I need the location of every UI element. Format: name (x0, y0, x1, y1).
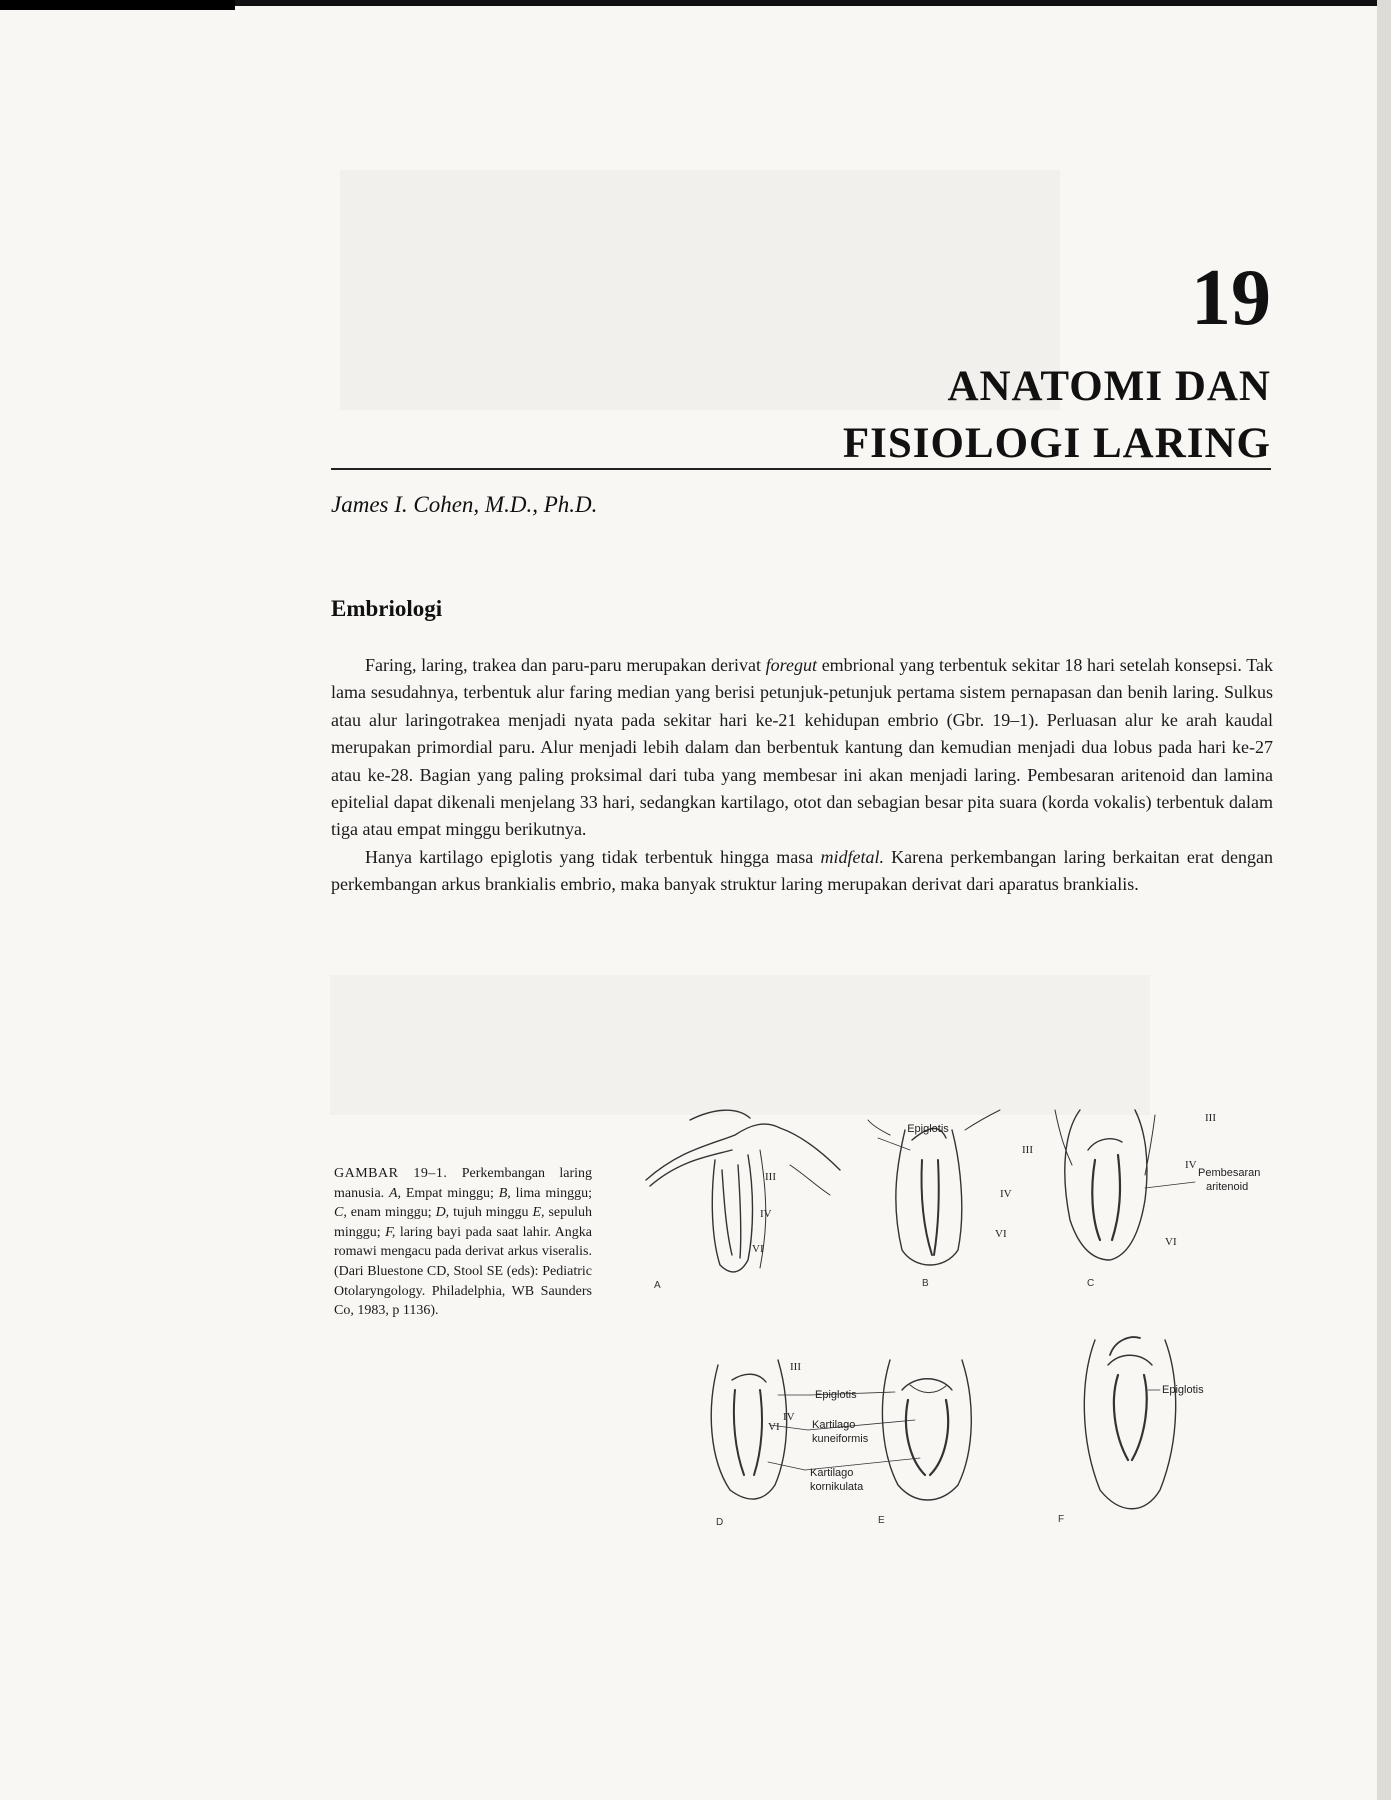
caption-text: Empat minggu; (401, 1185, 499, 1201)
roman-iv-c: IV (1185, 1159, 1197, 1171)
leader-line (1145, 1182, 1195, 1188)
caption-text: lima minggu; (510, 1185, 592, 1201)
label-pembesaran: Pembesaran (1198, 1167, 1261, 1179)
label-epiglotis-f: Epiglotis (1162, 1384, 1204, 1396)
roman-iii-a: III (765, 1171, 776, 1183)
leader-line (768, 1462, 805, 1470)
label-kornikulata: kornikulata (810, 1481, 864, 1493)
caption-letter: E, (532, 1205, 545, 1221)
label-kartilago-kun: Kartilago (812, 1419, 856, 1431)
caption-letter: D, (435, 1205, 450, 1221)
caption-label: GAMBAR 19–1. (334, 1166, 448, 1181)
p1-text-b: embrional yang terbentuk sekitar 18 hari setelah konsepsi. Tak lama sesudahnya, terbentuk alur faring median yang berisi petunjuk-petunjuk pertama sistem pernapasan dan benih laring. Sulkus atau alur laringotrakea menjadi nyata pada sekitar hari ke-21 kehidupan embrio (Gbr. 19–1). Perluasan alur ke arah kaudal merupakan primordial paru. Alur menjadi lebih dalam dan berbentuk kantung dan kemudian menjadi dua lobus pada hari ke-27 atau ke-28. Bagian yang paling proksimal dari tuba yang membesar ini akan menjadi laring. Pembesaran aritenoid dan lamina epitelial dapat dikenali menjelang 33 hari, sedangkan kartilago, otot dan sebagian besar pita suara (korda vokalis) terbentuk dalam tiga atau empat minggu berikutnya. (331, 655, 1273, 840)
roman-iii-b: III (1022, 1144, 1033, 1156)
panel-label-b: B (922, 1278, 929, 1289)
larynx-development-figure (640, 1090, 1280, 1560)
label-kuneiformis: kuneiformis (812, 1433, 869, 1445)
panel-label-c: C (1087, 1278, 1095, 1289)
label-kartilago-korn: Kartilago (810, 1467, 854, 1479)
caption-letter: C, (334, 1205, 347, 1221)
caption-text: sepuluh minggu; (334, 1205, 592, 1240)
paragraph-2 (331, 844, 1273, 899)
panel-e-drawing (882, 1360, 971, 1500)
p2-text-b: Karena perkembangan laring berkaitan erat dengan perkembangan arkus brankialis embrio, maka banyak struktur laring merupakan derivat dari aparatus brankialis. (331, 846, 1273, 895)
panel-label-d: D (716, 1517, 724, 1528)
roman-vi-b: VI (995, 1228, 1007, 1240)
scan-right-edge (1377, 0, 1391, 1800)
figure-caption (334, 1164, 592, 1321)
panel-a-drawing (646, 1110, 840, 1272)
leader-line (878, 1138, 910, 1150)
label-aritenoid: aritenoid (1206, 1181, 1249, 1193)
roman-iii-d: III (790, 1361, 801, 1373)
label-epiglotis-d: Epiglotis (815, 1389, 857, 1401)
roman-iv-d: IV (783, 1411, 795, 1423)
caption-text: Perkembangan laring manusia. (334, 1166, 592, 1201)
panel-label-e: E (878, 1515, 885, 1526)
p2-emphasis: midfetal. (820, 846, 884, 867)
figure-svg (640, 1090, 1280, 1560)
label-epiglotis-b: Epiglotis (907, 1123, 949, 1135)
p1-text-a: Faring, laring, trakea dan paru-paru merupakan derivat (365, 655, 766, 675)
section-heading: Embriologi (331, 596, 443, 621)
scan-top-border-dark (0, 0, 235, 10)
caption-text: enam minggu; (346, 1205, 436, 1221)
caption-text: tujuh minggu (449, 1205, 533, 1221)
panel-label-f: F (1058, 1514, 1065, 1525)
panel-c-drawing (1055, 1110, 1155, 1260)
roman-iv-a: IV (760, 1208, 772, 1220)
roman-vi-c: VI (1165, 1236, 1177, 1248)
panel-f-drawing (1084, 1337, 1175, 1509)
paragraph-1 (331, 652, 1273, 844)
panel-label-a: A (654, 1280, 661, 1291)
caption-letter: A, (388, 1185, 402, 1201)
caption-letter: B, (498, 1185, 511, 1201)
roman-iv-b: IV (1000, 1188, 1012, 1200)
chapter-title-line-2: FISIOLOGI LARING (842, 420, 1271, 467)
roman-vi-a: VI (752, 1243, 764, 1255)
chapter-number: 19 (1191, 254, 1271, 342)
p1-emphasis: foregut (765, 655, 817, 675)
chapter-title-line-1: ANATOMI DAN (947, 363, 1271, 410)
p2-text-a: Hanya kartilago epiglotis yang tidak terbentuk hingga masa (365, 846, 821, 867)
body-text (331, 652, 1273, 899)
caption-text: laring bayi pada saat lahir. Angka romawi mengacu pada derivat arkus viseralis. (Dari Bluestone CD, Stool SE (eds): Pediatric Otolaryngology. Philadelphia, WB Saunders Co, 1983, p 1136). (334, 1224, 592, 1319)
caption-letter: F, (385, 1224, 396, 1240)
author-name: James I. Cohen, M.D., Ph.D. (331, 492, 598, 517)
chapter-title (700, 358, 1271, 472)
title-rule (331, 468, 1271, 470)
roman-vi-d: VI (768, 1421, 780, 1433)
roman-iii-c: III (1205, 1112, 1216, 1124)
